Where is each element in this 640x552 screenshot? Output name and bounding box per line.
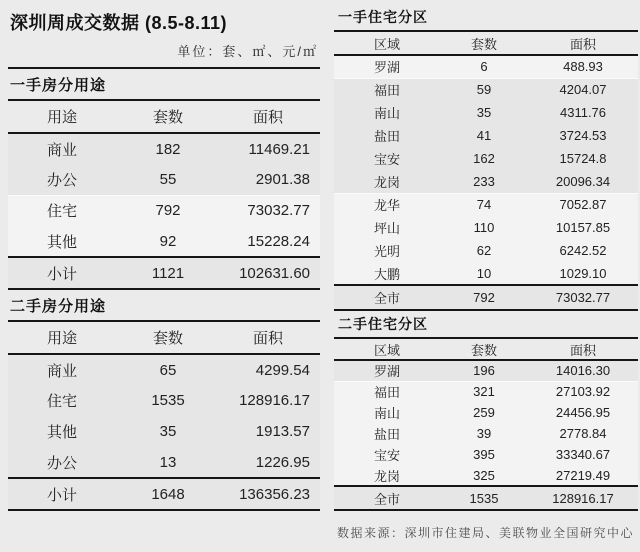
table-cell: 128916.17	[239, 392, 310, 409]
table-row	[334, 239, 638, 262]
table-header	[8, 101, 320, 133]
table-row	[334, 170, 638, 193]
total-label: 全市	[373, 291, 400, 306]
column-header-use: 用途	[46, 109, 77, 126]
table-cell: 福田	[373, 385, 400, 401]
header-row	[334, 339, 638, 360]
table-cell: 20096.34	[555, 173, 611, 189]
table-cell: 坪山	[373, 221, 400, 236]
right-column	[334, 4, 638, 541]
table-row	[334, 381, 638, 402]
table-cell: 宝安	[373, 152, 400, 167]
table-cell: 龙岗	[373, 174, 400, 190]
table-cell: 龙华	[373, 198, 400, 214]
total-label: 小计	[46, 486, 77, 504]
table-cell: 商业	[46, 141, 77, 159]
table-header	[8, 322, 320, 354]
table-row	[334, 147, 638, 170]
section-second-hand-residential	[334, 311, 638, 511]
table-cell: 办公	[46, 171, 77, 189]
table-second-hand-residential-district	[334, 339, 638, 511]
total-label: 全市	[373, 491, 400, 507]
table-cell: 罗湖	[373, 60, 400, 76]
table-cell: 11469.21	[248, 140, 310, 158]
table-cell: 4311.76	[559, 105, 607, 120]
table-first-hand-residential-district	[334, 32, 638, 311]
table-footer	[8, 478, 320, 510]
table-cell: 35	[159, 423, 177, 440]
table-cell: 龙岗	[373, 468, 400, 484]
table-row	[8, 226, 320, 257]
table-cell: 162	[473, 151, 495, 166]
total-units: 1535	[469, 490, 499, 506]
table-cell: 792	[155, 202, 181, 220]
table-cell: 1913.57	[255, 423, 310, 440]
table-cell: 3724.53	[559, 128, 607, 143]
table-cell: 6	[480, 59, 488, 75]
table-body	[8, 354, 320, 478]
page-title: 深圳周成交数据 (8.5-8.11)	[10, 13, 228, 33]
table-cell: 大鹏	[373, 266, 400, 282]
section-first-hand-by-use	[8, 67, 320, 290]
total-units: 1648	[151, 485, 185, 503]
table-cell: 南山	[373, 106, 400, 121]
table-footer	[8, 257, 320, 289]
table-row	[334, 78, 638, 101]
table-cell: 41	[476, 128, 492, 143]
table-header	[334, 339, 638, 360]
table-row	[8, 447, 320, 478]
table-second-hand-by-use	[8, 322, 320, 511]
column-header-units: 套数	[470, 342, 497, 358]
table-cell: 10	[476, 265, 492, 281]
table-row	[8, 385, 320, 416]
table-row	[334, 193, 638, 216]
table-cell: 光明	[373, 244, 400, 259]
section-title-first-hand-residential: 一手住宅分区	[334, 4, 638, 32]
table-footer	[334, 285, 638, 310]
table-cell: 24456.95	[555, 405, 611, 420]
total-row	[334, 486, 638, 510]
unit-note: 单位：套、㎡、元/㎡	[177, 44, 318, 59]
table-cell: 15228.24	[247, 232, 310, 250]
data-source-note: 数据来源：深圳市住建局、美联物业全国研究中心	[336, 526, 634, 540]
table-cell: 南山	[373, 406, 400, 421]
table-cell: 33340.67	[555, 447, 611, 462]
header-row	[8, 322, 320, 354]
table-cell: 其他	[46, 424, 77, 441]
table-cell: 182	[155, 140, 181, 158]
column-header-district: 区域	[373, 342, 400, 358]
table-row	[8, 354, 320, 385]
table-cell: 27219.49	[555, 467, 611, 483]
table-cell: 商业	[46, 362, 77, 380]
table-cell: 4299.54	[255, 361, 310, 379]
table-cell: 2901.38	[255, 170, 310, 188]
table-cell: 4204.07	[559, 82, 607, 98]
table-row	[8, 416, 320, 447]
table-cell: 办公	[46, 454, 77, 472]
column-header-use: 用途	[46, 330, 77, 347]
table-cell: 13	[159, 453, 177, 471]
total-row	[8, 257, 320, 289]
table-row	[334, 216, 638, 239]
table-cell: 488.93	[563, 59, 603, 75]
column-header-area: 面积	[252, 109, 283, 126]
table-cell: 10157.85	[555, 220, 611, 235]
header-row	[8, 101, 320, 133]
table-row	[334, 444, 638, 465]
table-cell: 1029.10	[559, 265, 607, 281]
table-cell: 15724.8	[559, 151, 607, 166]
table-cell: 259	[473, 405, 495, 420]
total-area: 102631.60	[239, 264, 310, 282]
table-cell: 1226.95	[255, 453, 310, 471]
table-cell: 321	[473, 384, 495, 400]
table-cell: 395	[473, 447, 495, 462]
table-cell: 罗湖	[373, 364, 400, 380]
table-body	[8, 133, 320, 257]
table-row	[334, 360, 638, 381]
total-label: 小计	[46, 265, 77, 283]
table-cell: 7052.87	[559, 197, 607, 213]
table-row	[8, 133, 320, 164]
total-units: 1121	[151, 264, 185, 282]
table-cell: 35	[476, 105, 492, 120]
section-title-second-hand-by-use: 二手房分用途	[8, 290, 320, 322]
table-row	[334, 55, 638, 78]
table-cell: 6242.52	[559, 243, 607, 258]
table-first-hand-by-use	[8, 101, 320, 290]
table-cell: 196	[473, 363, 495, 379]
table-row	[334, 262, 638, 285]
section-title-second-hand-residential: 二手住宅分区	[334, 311, 638, 339]
total-area: 136356.23	[239, 485, 310, 503]
total-area: 73032.77	[555, 290, 611, 305]
total-row	[334, 285, 638, 310]
table-row	[8, 164, 320, 195]
left-column	[8, 4, 320, 541]
section-title-first-hand-by-use: 一手房分用途	[8, 67, 320, 101]
section-first-hand-residential	[334, 4, 638, 311]
total-units: 792	[473, 290, 495, 305]
table-row	[334, 402, 638, 423]
column-header-area: 面积	[569, 36, 596, 52]
table-body	[334, 360, 638, 486]
table-cell: 1535	[151, 392, 185, 409]
table-row	[334, 465, 638, 486]
column-header-district: 区域	[373, 36, 400, 52]
table-cell: 宝安	[373, 448, 400, 463]
table-row	[334, 423, 638, 444]
table-header	[334, 32, 638, 55]
table-cell: 其他	[46, 233, 77, 251]
column-header-area: 面积	[252, 330, 283, 347]
table-row	[8, 195, 320, 226]
table-row	[334, 101, 638, 124]
column-header-area: 面积	[569, 342, 596, 358]
table-cell: 59	[476, 82, 492, 98]
column-header-units: 套数	[152, 109, 183, 126]
table-cell: 住宅	[46, 203, 77, 221]
table-cell: 73032.77	[247, 202, 310, 220]
table-footer	[334, 486, 638, 510]
table-body	[334, 55, 638, 285]
table-cell: 14016.30	[555, 363, 611, 379]
table-cell: 325	[473, 467, 495, 483]
table-cell: 92	[159, 232, 177, 250]
table-cell: 盐田	[373, 129, 400, 144]
table-cell: 55	[159, 170, 177, 188]
table-cell: 住宅	[46, 393, 77, 410]
section-second-hand-by-use	[8, 290, 320, 511]
table-cell: 233	[473, 173, 495, 189]
column-header-units: 套数	[470, 36, 497, 52]
table-cell: 39	[476, 426, 492, 441]
table-cell: 2778.84	[559, 426, 607, 441]
total-row	[8, 478, 320, 510]
table-cell: 110	[473, 220, 495, 235]
table-cell: 福田	[373, 83, 400, 99]
total-area: 128916.17	[552, 490, 614, 506]
table-cell: 74	[476, 197, 492, 213]
table-cell: 27103.92	[555, 384, 611, 400]
column-header-units: 套数	[152, 330, 183, 347]
table-cell: 盐田	[373, 427, 400, 442]
table-row	[334, 124, 638, 147]
table-cell: 62	[476, 243, 492, 258]
table-cell: 65	[159, 361, 177, 379]
header-row	[334, 32, 638, 55]
